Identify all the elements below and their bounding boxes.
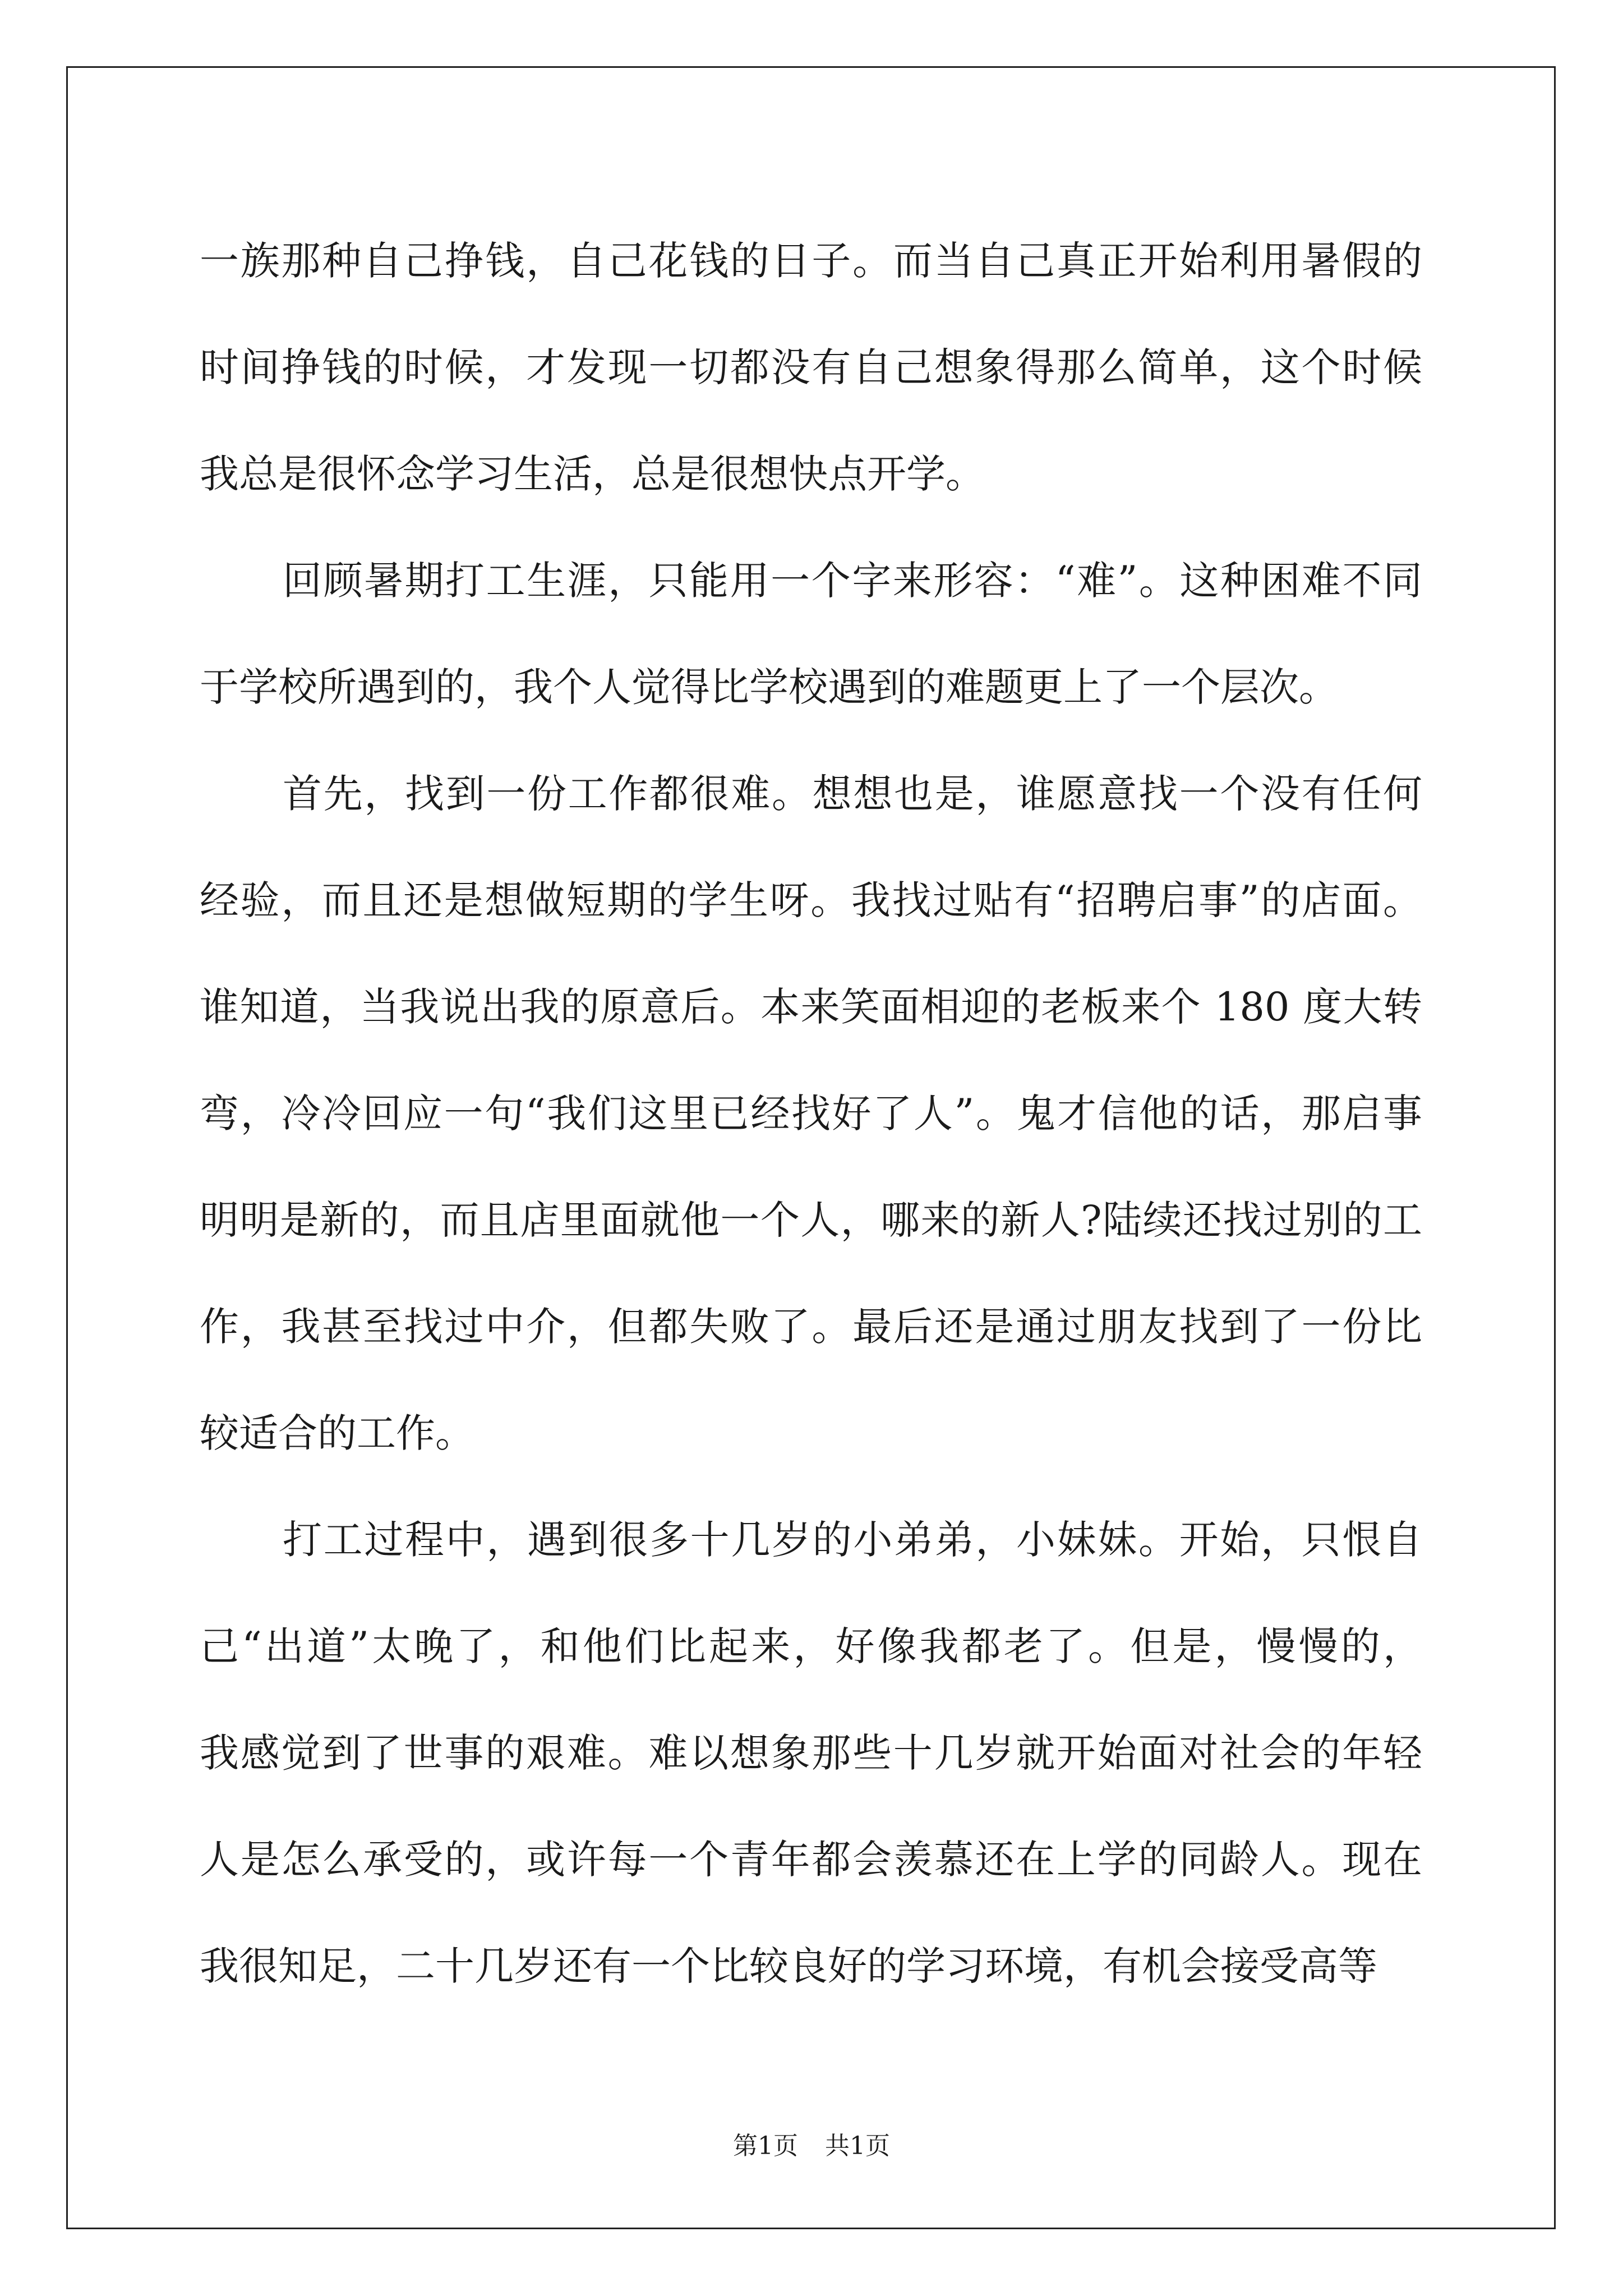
paragraph-line: 我感觉到了世事的艰难。难以想象那些十几岁就开始面对社会的年轻 [200,1730,1422,1776]
paragraph-line: 己“出道”太晚了，和他们比起来，好像我都老了。但是，慢慢的， [200,1623,1422,1669]
paragraph-line: 人是怎么承受的，或许每一个青年都会羡慕还在上学的同龄人。现在 [200,1837,1422,1883]
paragraph-line: 我很知足，二十几岁还有一个比较良好的学习环境，有机会接受高等 [200,1943,1377,1989]
paragraph-line: 回顾暑期打工生涯，只能用一个字来形容：“难”。这种困难不同 [283,558,1422,604]
page-footer [0,2129,1623,2163]
paragraph-line: 经验，而且还是想做短期的学生呀。我找过贴有“招聘启事”的店面。 [200,877,1422,923]
paragraph-line: 我总是很怀念学习生活，总是很想快点开学。 [200,451,985,497]
paragraph-line: 弯，冷冷回应一句“我们这里已经找好了人”。鬼才信他的话，那启事 [200,1091,1422,1137]
paragraph-line: 时间挣钱的时候，才发现一切都没有自己想象得那么简单，这个时候 [200,344,1422,390]
document-body [200,208,1422,2019]
paragraph-line: 谁知道，当我说出我的原意后。本来笑面相迎的老板来个 180 度大转 [200,984,1422,1030]
paragraph-line: 于学校所遇到的，我个人觉得比学校遇到的难题更上了一个层次。 [200,664,1338,710]
page-number-current: 第1页 [733,2132,798,2160]
paragraph-line: 作，我甚至找过中介，但都失败了。最后还是通过朋友找到了一份比 [200,1304,1422,1350]
paragraph-line: 打工过程中，遇到很多十几岁的小弟弟，小妹妹。开始，只恨自 [283,1517,1422,1563]
paragraph-line: 明明是新的，而且店里面就他一个人，哪来的新人?陆续还找过别的工 [200,1197,1422,1243]
page-number-total: 共1页 [825,2132,890,2160]
paragraph-line: 较适合的工作。 [200,1410,474,1456]
paragraph-line: 首先，找到一份工作都很难。想想也是，谁愿意找一个没有任何 [283,771,1422,817]
paragraph-line: 一族那种自己挣钱，自己花钱的日子。而当自己真正开始利用暑假的 [200,238,1422,284]
